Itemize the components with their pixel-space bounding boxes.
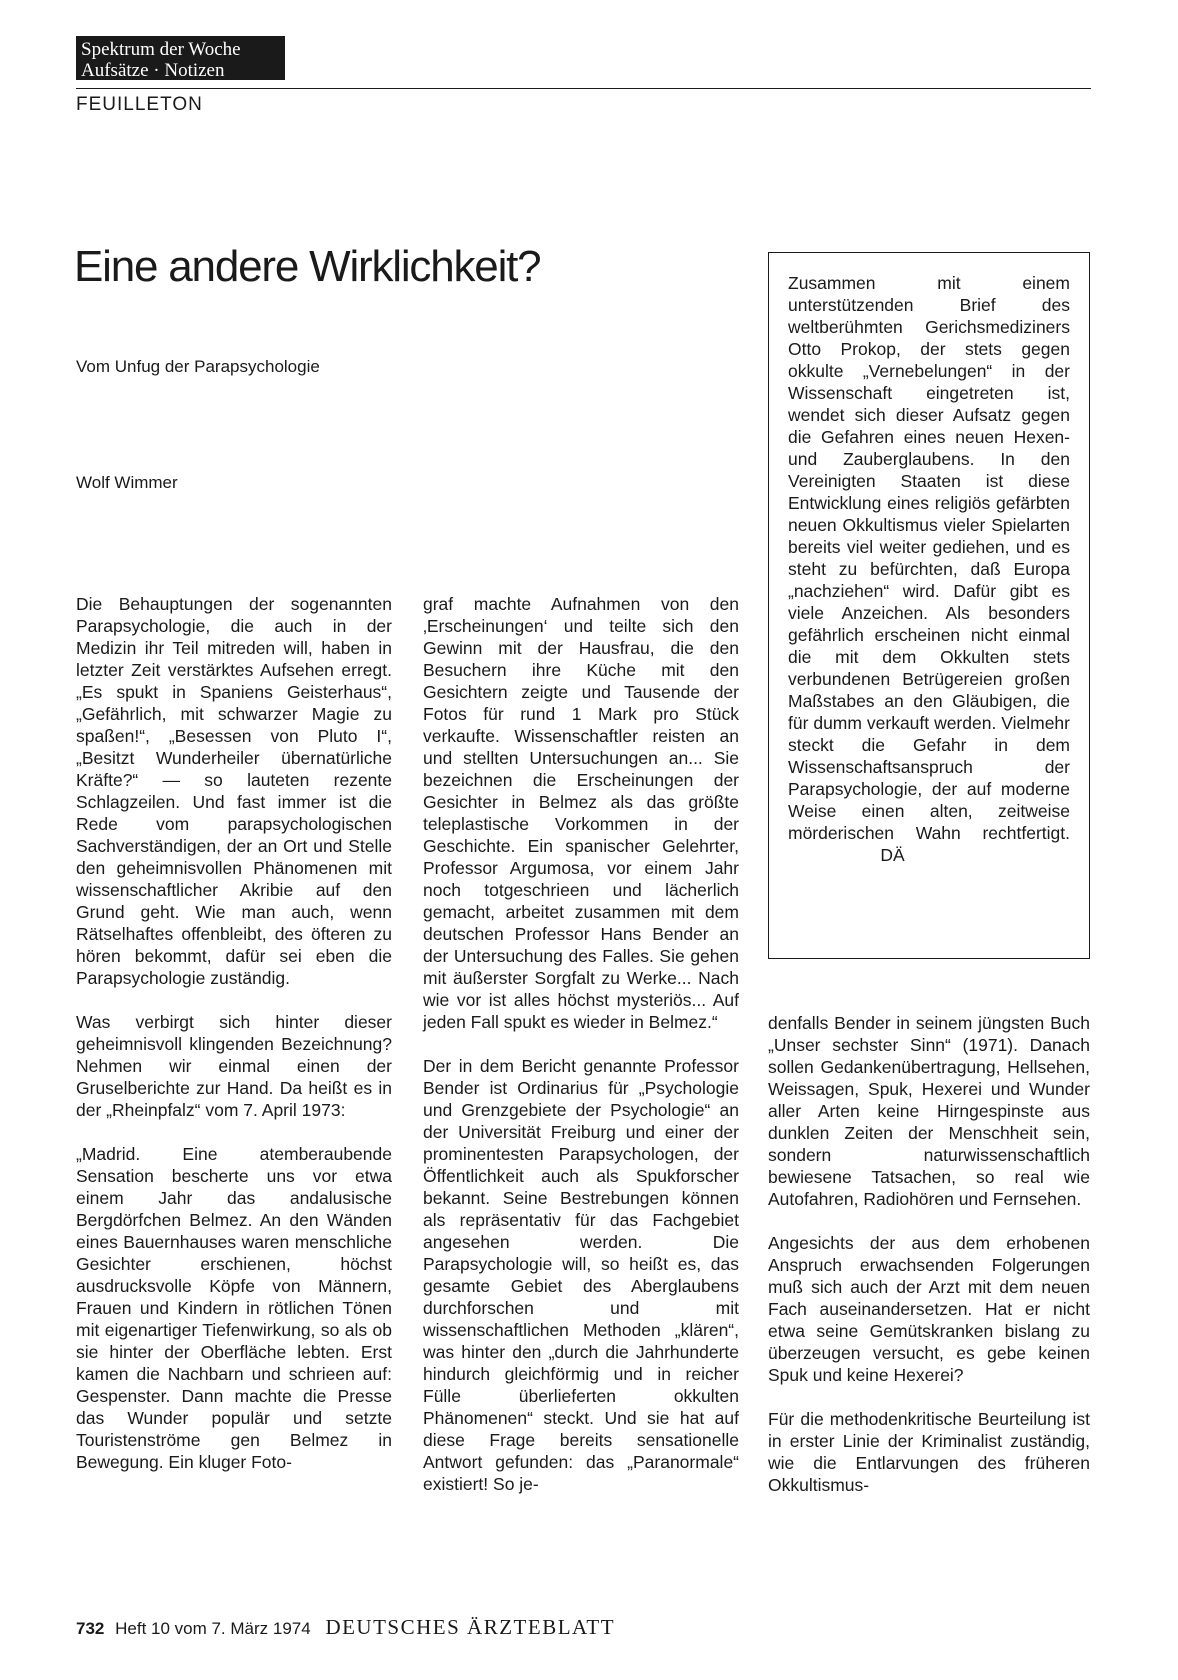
paragraph: Für die methodenkritische Beurteilung ist in erster Linie der Kriminalist zuständig, wie die Entlarvungen des früheren Okkultismus-	[768, 1409, 1090, 1495]
page-footer	[76, 1615, 615, 1640]
rubric-label: FEUILLETON	[76, 94, 203, 115]
header-rule	[76, 88, 1091, 89]
editorial-note	[788, 272, 1070, 866]
text-column-2	[423, 593, 739, 1495]
paragraph: „Madrid. Eine atemberaubende Sensation bescherte uns vor etwa einem Jahr das andalusische Bergdörfchen Belmez. An den Wänden eines Bauernhauses waren menschliche Gesichter erschienen, höchst ausdrucksvolle Köpfe von Männern, Frauen und Kindern in rötlichen Tönen mit eigenartiger Tiefenwirkung, so als ob sie hinter der Oberfläche lebten. Erst kamen die Nachbarn und schrieen auf: Gespenster. Dann machte die Presse das Wunder populär und setzte Touristenströme gen Belmez in Bewegung. Ein kluger Foto-	[76, 1144, 392, 1472]
editorial-note-signature: DÄ	[880, 845, 905, 865]
editorial-note-text: Zusammen mit einem unterstützenden Brief des weltberühmten Gerichsmediziners Otto Prokop, der stets gegen okkulte „Vernebelungen“ in der Wissenschaft eingetreten ist, wendet sich dieser Aufsatz gegen die Gefahren eines neuen Hexen- und Zauberglaubens. In den Vereinigten Staaten ist diese Entwicklung eines religiös gefärbten neuen Okkultismus vieler Spielarten bereits viel weiter gediehen, und es steht zu befürchten, daß Europa „nachziehen“ wird. Dafür gibt es viele Anzeichen. Als besonders gefährlich erscheinen nicht einmal die mit dem Okkulten stets verbundenen Betrügereien großen Maßstabes an den Gläubigen, die für dumm verkauft werden. Vielmehr steckt die Gefahr in dem Wissenschaftsanspruch der Parapsychologie, der auf moderne Weise einen alten, zeitweise mörderischen Wahn rechtfertigt.	[788, 273, 1070, 843]
issue-info: Heft 10 vom 7. März 1974	[115, 1619, 311, 1638]
paragraph: denfalls Bender in seinem jüngsten Buch „Unser sechster Sinn“ (1971). Danach sollen Gedankenübertragung, Hellsehen, Weissagen, Spuk, Hexerei und Wunder aller Arten keine Hirngespinste aus dunklen Zeiten der Menschheit sein, sondern naturwissenschaftlich bewiesene Tatsachen, so real wie Autofahren, Radiohören und Fernsehen.	[768, 1013, 1090, 1209]
text-column-1	[76, 593, 392, 1473]
article-subtitle: Vom Unfug der Parapsychologie	[76, 357, 320, 376]
section-line-1: Spektrum der Woche	[81, 39, 241, 60]
article-title: Eine andere Wirklichkeit?	[74, 242, 541, 291]
paragraph: Angesichts der aus dem erhobenen Anspruch erwachsenden Folgerungen muß sich auch der Arzt mit dem neuen Fach auseinandersetzen. Hat er nicht etwa seine Gemütskranken bislang zu überzeugen versucht, es gebe keinen Spuk und keine Hexerei?	[768, 1233, 1090, 1385]
section-line-2: Aufsätze · Notizen	[81, 60, 225, 81]
page-number: 732	[76, 1619, 105, 1638]
paragraph: Was verbirgt sich hinter dieser geheimnisvoll klingenden Bezeichnung? Nehmen wir einmal einen der Gruselberichte zur Hand. Da heißt es in der „Rheinpfalz“ vom 7. April 1973:	[76, 1012, 392, 1120]
editorial-note-spacer	[788, 845, 876, 865]
paragraph: Die Behauptungen der sogenannten Parapsychologie, die auch in der Medizin ihr Teil mitreden will, haben in letzter Zeit verstärktes Aufsehen erregt. „Es spukt in Spaniens Geisterhaus“, „Gefährlich, mit schwarzer Magie zu spaßen!“, „Besessen von Pluto I“, „Besitzt Wunderheiler übernatürliche Kräfte?“ — so lauteten rezente Schlagzeilen. Und fast immer ist die Rede vom parapsychologischen Sachverständigen, der an Ort und Stelle den geheimnisvollen Phänomenen mit wissenschaftlicher Akribie auf den Grund geht. Wie man auch, wenn Rätselhaftes offenbleibt, des öfteren zu hören bekommt, dafür sei eben die Parapsychologie zuständig.	[76, 594, 392, 988]
article-author: Wolf Wimmer	[76, 473, 178, 492]
section-badge	[76, 36, 285, 80]
paragraph: graf machte Aufnahmen von den ‚Erscheinungen‘ und teilte sich den Gewinn mit der Hausfrau, die den Besuchern ihre Küche mit den Gesichtern zeigte und Tausende der Fotos für rund 1 Mark pro Stück verkaufte. Wissenschaftler reisten an und stellten Untersuchungen an... Sie bezeichnen die Erscheinungen der Gesichter in Belmez als das größte teleplastische Vorkommen in der Geschichte. Ein spanischer Gelehrter, Professor Argumosa, vor einem Jahr noch totgeschrieen und lächerlich gemacht, arbeitet zusammen mit dem deutschen Professor Hans Bender an der Untersuchung des Falles. Sie gehen mit äußerster Sorgfalt zu Werke... Nach wie vor ist alles höchst mysteriös... Auf jeden Fall spukt es wieder in Belmez.“	[423, 594, 739, 1032]
journal-name: DEUTSCHES ÄRZTEBLATT	[325, 1615, 616, 1639]
text-column-3	[768, 1012, 1090, 1496]
paragraph: Der in dem Bericht genannte Professor Bender ist Ordinarius für „Psychologie und Grenzgebiete der Psychologie“ an der Universität Freiburg und einer der prominentesten Parapsychologen, der Öffentlichkeit auch als Spukforscher bekannt. Seine Bestrebungen können als repräsentativ für das Fachgebiet angesehen werden. Die Parapsychologie will, so heißt es, das gesamte Gebiet des Aberglaubens durchforschen und mit wissenschaftlichen Methoden „klären“, was hinter den „durch die Jahrhunderte hindurch gleichförmig und in reicher Fülle überlieferten okkulten Phänomenen“ steckt. Und sie hat auf diese Frage bereits sensationelle Antwort gefunden: das „Paranormale“ existiert! So je-	[423, 1056, 739, 1494]
